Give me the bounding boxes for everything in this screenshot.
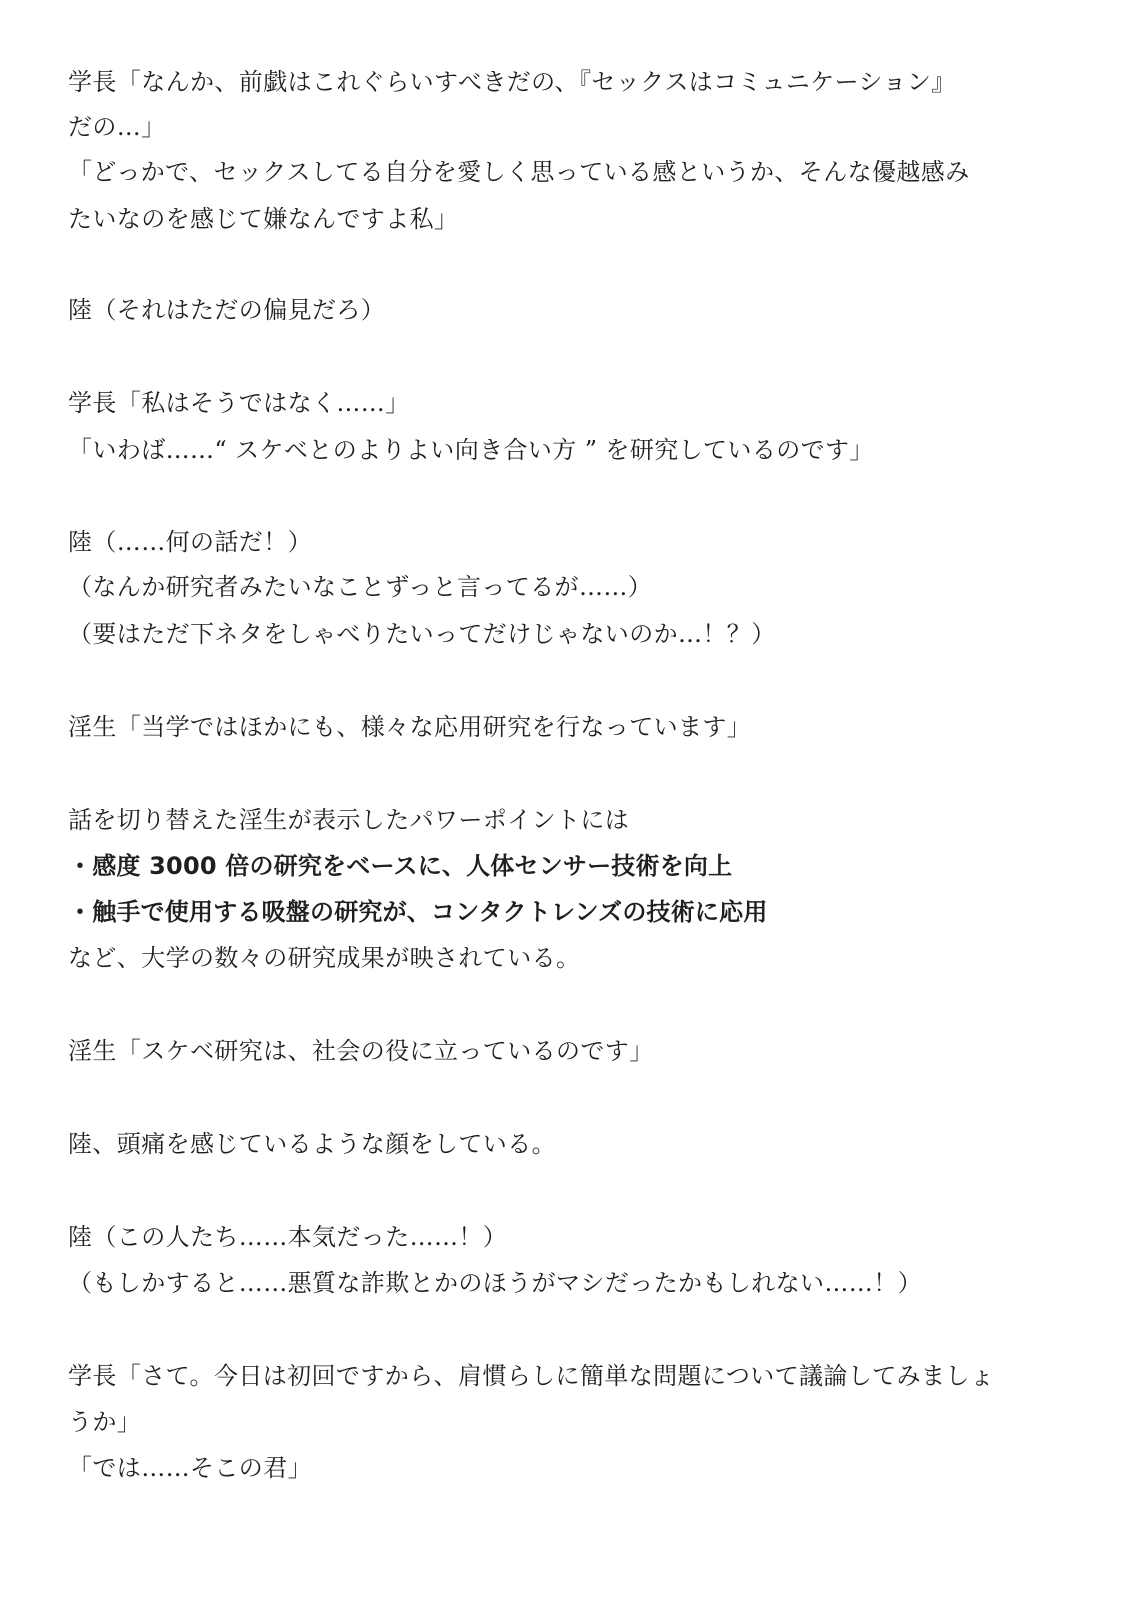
text-line: 淫生「スケベ研究は、社会の役に立っているのです」 <box>68 1037 654 1065</box>
bold-bullet-line: ・触手で使用する吸盤の研究が、コンタクトレンズの技術に応用 <box>68 898 768 926</box>
text-line: だの…」 <box>68 113 166 141</box>
text-line: 学長「さて。今日は初回ですから、肩慣らしに簡単な問題について議論してみましょ <box>68 1362 995 1390</box>
text-line: 陸（……何の話だ！） <box>68 528 312 556</box>
text-line: 「では……そこの君」 <box>68 1454 312 1482</box>
text-line: 陸、頭痛を感じているような顔をしている。 <box>68 1130 556 1158</box>
text-line: 話を切り替えた淫生が表示したパワーポイントには <box>68 806 630 834</box>
text-line: など、大学の数々の研究成果が映されている。 <box>68 944 581 972</box>
text-line: 学長「なんか、前戯はこれぐらいすべきだの、『セックスはコミュニケーション』 <box>68 68 956 96</box>
text-line: 陸（この人たち……本気だった……！） <box>68 1223 508 1251</box>
text-line: （なんか研究者みたいなことずっと言ってるが……） <box>68 573 653 601</box>
text-line: 学長「私はそうではなく……」 <box>68 389 410 417</box>
text-line: （もしかすると……悪質な詐欺とかのほうがマシだったかもしれない……！） <box>68 1269 922 1297</box>
text-line: 「どっかで、セックスしてる自分を愛しく思っている感というか、そんな優越感み <box>68 158 970 186</box>
text-line: 淫生「当学ではほかにも、様々な応用研究を行なっています」 <box>68 713 752 741</box>
text-line: 陸（それはただの偏見だろ） <box>68 296 386 324</box>
text-line: うか」 <box>68 1408 142 1436</box>
text-line: （要はただ下ネタをしゃべりたいってだけじゃないのか…！？） <box>68 620 776 648</box>
text-line: 「いわば……“ スケベとのよりよい向き合い方 ” を研究しているのです」 <box>68 436 874 464</box>
bold-bullet-line: ・感度 3000 倍の研究をベースに、人体センサー技術を向上 <box>68 852 733 880</box>
text-line: たいなのを感じて嫌なんですよ私」 <box>68 205 459 233</box>
